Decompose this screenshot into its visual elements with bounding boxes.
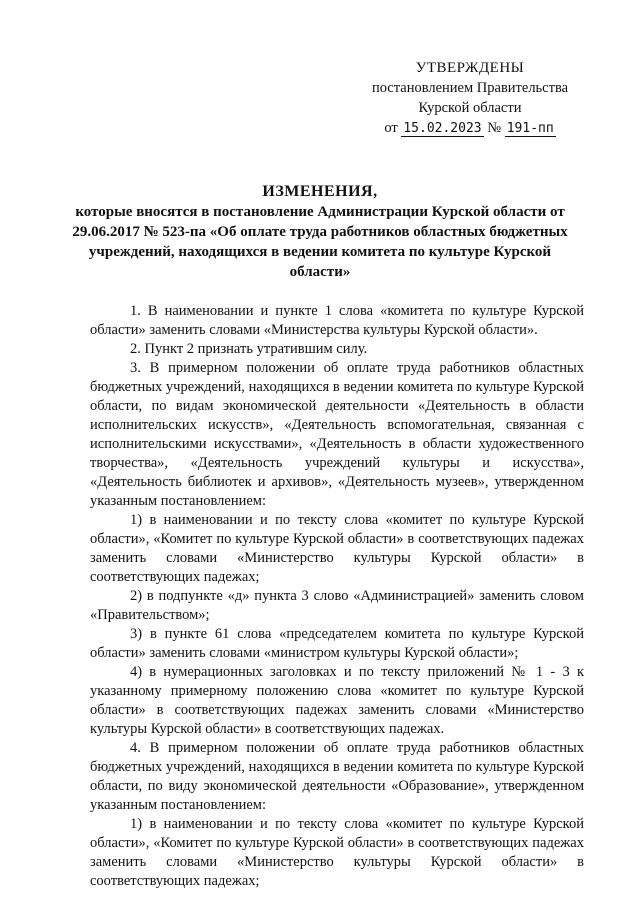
- paragraph: 1) в наименовании и по тексту слова «комитет по культуре Курской области», «Комитет по культуре Курской области» в соответствующих падежах заменить словами «Министерство культуры Курской области» в соответствующих падежах;: [90, 816, 584, 889]
- approval-line-2: Курской области: [418, 100, 522, 116]
- approval-stamp: [350, 58, 590, 139]
- approval-number: 191-пп: [506, 121, 554, 136]
- paragraph: 4) в нумерационных заголовках и по тексту приложений № 1 - 3 к указанному примерному положению слова «комитет по культуре Курской области» в соответствующих падежах заменить словами «Министерство культуры Курской области» в соответствующих падежах.: [90, 664, 584, 737]
- approval-heading: УТВЕРЖДЕНЫ: [415, 60, 525, 76]
- approval-line-1: постановлением Правительства: [371, 80, 569, 96]
- paragraph: 4. В примерном положении об оплате труда работников областных бюджетных учреждений, находящихся в ведении комитета по культуре Курской области, по виду экономической деятельности «Образование», утвержденном указанным постановлением:: [90, 740, 584, 813]
- paragraph: 1) в наименовании и по тексту слова «комитет по культуре Курской области», «Комитет по культуре Курской области» в соответствующих падежах заменить словами «Министерство культуры Курской области» в соответствующих падежах;: [90, 512, 584, 585]
- paragraph: 2) в подпункте «д» пункта 3 слово «Администрацией» заменить словом «Правительством»;: [90, 588, 584, 623]
- document-body: [90, 302, 584, 891]
- paragraph: 1. В наименовании и пункте 1 слова «комитета по культуре Курской области» заменить словами «Министерства культуры Курской области».: [90, 303, 584, 338]
- paragraph: 3) в пункте 61 слова «председателем комитета по культуре Курской области» заменить словами «министром культуры Курской области»;: [90, 626, 584, 661]
- approval-date-line: [350, 118, 590, 139]
- number-prefix: №: [487, 120, 502, 136]
- paragraph: 2. Пункт 2 признать утратившим силу.: [130, 341, 368, 357]
- approval-date: 15.02.2023: [403, 121, 482, 136]
- title-subtitle: которые вносятся в постановление Администрации Курской области от 29.06.2017 № 523-па «Об оплате труда работников областных бюджетных учреждений, находящихся в ведении комитета по культуре Курской области»: [72, 204, 568, 280]
- document-title: [60, 182, 580, 282]
- paragraph: 3. В примерном положении об оплате труда работников областных бюджетных учреждений, находящихся в ведении комитета по культуре Курской области, по видам экономической деятельности «Деятельность в области исполнительских искусств», «Деятельность вспомогательная, связанная с исполнительскими искусствами», «Деятельность в области художественного творчества», «Деятельность учреждений культуры и искусства», «Деятельность библиотек и архивов», «Деятельность музеев», утвержденном указанным постановлением:: [90, 360, 584, 509]
- title-main: ИЗМЕНЕНИЯ,: [262, 183, 378, 200]
- date-prefix: от: [384, 120, 398, 136]
